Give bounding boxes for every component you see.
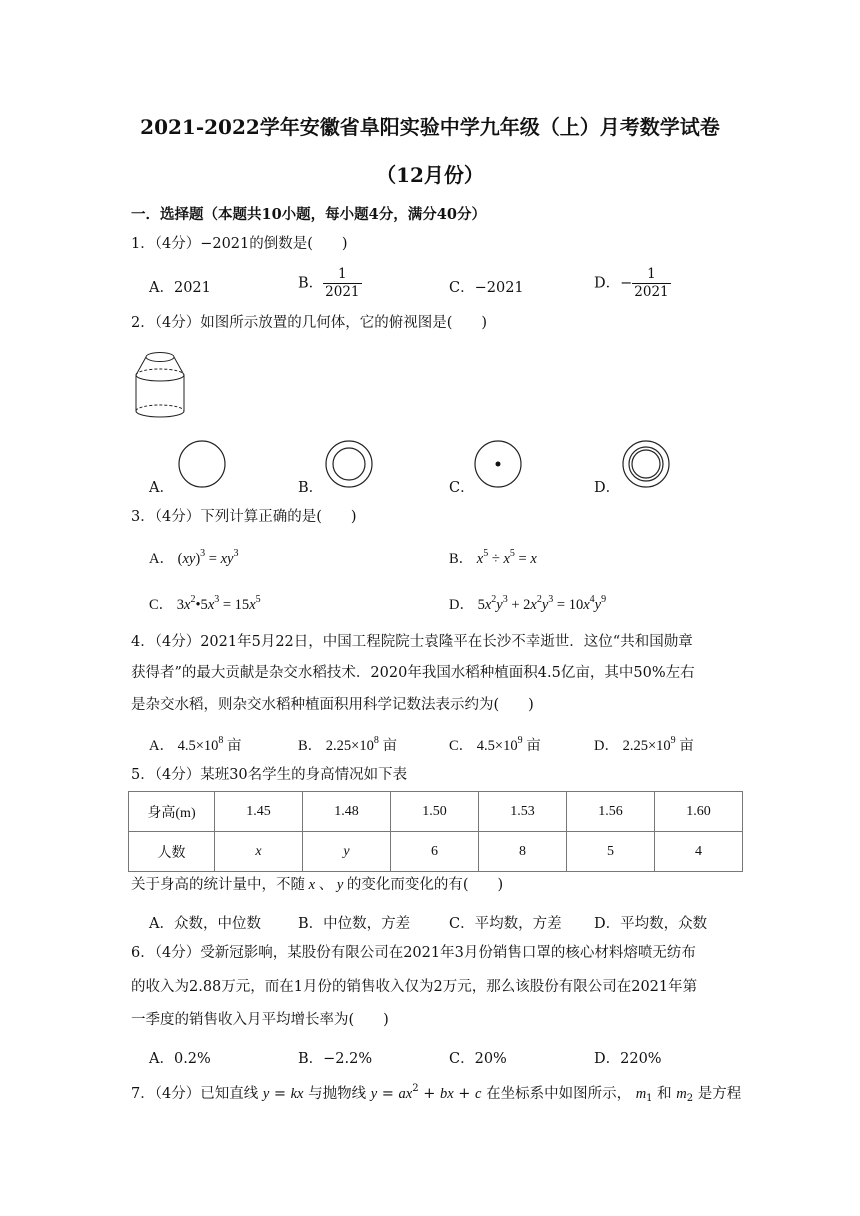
table-cell: x xyxy=(215,832,303,872)
q5-option-a: A．众数，中位数 xyxy=(149,916,261,932)
q2-option-d-triple-circles-figure xyxy=(620,437,692,509)
question-5-stem: 5．（4分）某班30名学生的身高情况如下表 xyxy=(131,767,408,783)
q5-option-c: C．平均数，方差 xyxy=(449,916,562,932)
section-heading: 一．选择题（本题共10小题，每小题4分，满分40分） xyxy=(131,206,486,223)
table-cell: 1.48 xyxy=(303,792,391,832)
table-cell: 1.60 xyxy=(655,792,743,832)
question-6-line-2: 的收入为2.88万元，而在1月份的销售收入仅为2万元，那么该股份有限公司在2021年第 xyxy=(131,979,698,995)
q6-option-b: B．−2.2% xyxy=(298,1051,373,1067)
q3-option-d: D． $5x^2y^3 + 2x^2y^3 = 10x^4y^9$ xyxy=(449,594,607,613)
q6-option-a: A．0.2% xyxy=(149,1051,211,1067)
question-4-line-3: 是杂交水稻，则杂交水稻种植面积用科学记数法表示约为( ) xyxy=(131,697,534,713)
q1-option-b: B． $\frac{1}{2021}$ xyxy=(298,266,360,300)
question-5-followup: 关于身高的统计量中，不随 x 、 y 的变化而变化的有( ) xyxy=(131,877,504,893)
q6-option-d: D．220% xyxy=(594,1051,662,1067)
table-row xyxy=(129,832,743,872)
table-row xyxy=(129,792,743,832)
q1-option-d: D．− $\frac{1}{2021}$ xyxy=(594,266,669,300)
table-cell: 1.50 xyxy=(391,792,479,832)
q1-option-a: A．2021 xyxy=(149,280,211,296)
question-3-stem: 3．（4分）下列计算正确的是( ) xyxy=(131,509,357,525)
question-6-line-1: 6．（4分）受新冠影响，某股份有限公司在2021年3月份销售口罩的核心材料熔喷无纺布 xyxy=(131,945,696,961)
question-4-line-1: 4．（4分）2021年5月22日，中国工程院院士袁隆平在长沙不幸逝世．这位“共和国勋章 xyxy=(131,634,693,650)
q5-option-b: B．中位数，方差 xyxy=(298,916,411,932)
table-cell: 6 xyxy=(391,832,479,872)
q2-option-b: B． xyxy=(298,480,324,496)
table-cell: 8 xyxy=(479,832,567,872)
table-header-cell: 人数 xyxy=(129,832,215,872)
q3-option-b: B． $x^5 \div x^5 = x$ xyxy=(449,548,537,567)
q4-option-a: A． $4.5\times 10^8$ 亩 xyxy=(149,735,242,754)
question-4-line-2: 获得者”的最大贡献是杂交水稻技术．2020年我国水稻种植面积4.5亿亩，其中50%左右 xyxy=(131,665,695,681)
page-title: 2021-2022学年安徽省阜阳实验中学九年级（上）月考数学试卷 xyxy=(140,115,720,139)
table-cell: 4 xyxy=(655,832,743,872)
q5-option-d: D．平均数，众数 xyxy=(594,916,708,932)
table-header-cell: 身高(m) xyxy=(129,792,215,832)
q2-option-c-circle-dot-figure xyxy=(472,437,544,509)
geometric-solid-figure xyxy=(128,345,192,425)
table-cell: 5 xyxy=(567,832,655,872)
table-cell: y xyxy=(303,832,391,872)
q4-option-c: C． $4.5\times 10^9$ 亩 xyxy=(449,735,541,754)
q2-option-a-circle-figure xyxy=(174,437,246,509)
q3-option-a: A． $(xy)^3 = xy^3$ xyxy=(149,548,239,567)
table-cell: 1.53 xyxy=(479,792,567,832)
q2-option-d: D． xyxy=(594,480,621,496)
q6-option-c: C．20% xyxy=(449,1051,507,1067)
q4-option-b: B． $2.25\times 10^8$ 亩 xyxy=(298,735,397,754)
q4-option-d: D． $2.25\times 10^9$ 亩 xyxy=(594,735,694,754)
q2-option-c: C． xyxy=(449,480,475,496)
question-2-stem: 2．（4分）如图所示放置的几何体，它的俯视图是( ) xyxy=(131,315,488,331)
question-7-line-1: 7．（4分）已知直线 y = kx 与抛物线 $y = ax^2$ + bx + c 在坐标系中如图所示， $m_1$ 和 $m_2$ 是方程 xyxy=(131,1083,742,1104)
q3-option-c: C． $3x^2•5x^3 = 15x^5$ xyxy=(149,594,261,613)
table-cell: 1.56 xyxy=(567,792,655,832)
q1-option-c: C．−2021 xyxy=(449,280,524,296)
q2-option-b-concentric-circles-figure xyxy=(322,437,394,509)
q2-option-a: A． xyxy=(149,480,174,496)
height-table xyxy=(128,791,743,872)
page-subtitle: （12月份） xyxy=(376,163,484,187)
question-6-line-3: 一季度的销售收入月平均增长率为( ) xyxy=(131,1012,389,1028)
question-1-stem: 1．（4分）−2021的倒数是( ) xyxy=(131,236,348,252)
table-cell: 1.45 xyxy=(215,792,303,832)
